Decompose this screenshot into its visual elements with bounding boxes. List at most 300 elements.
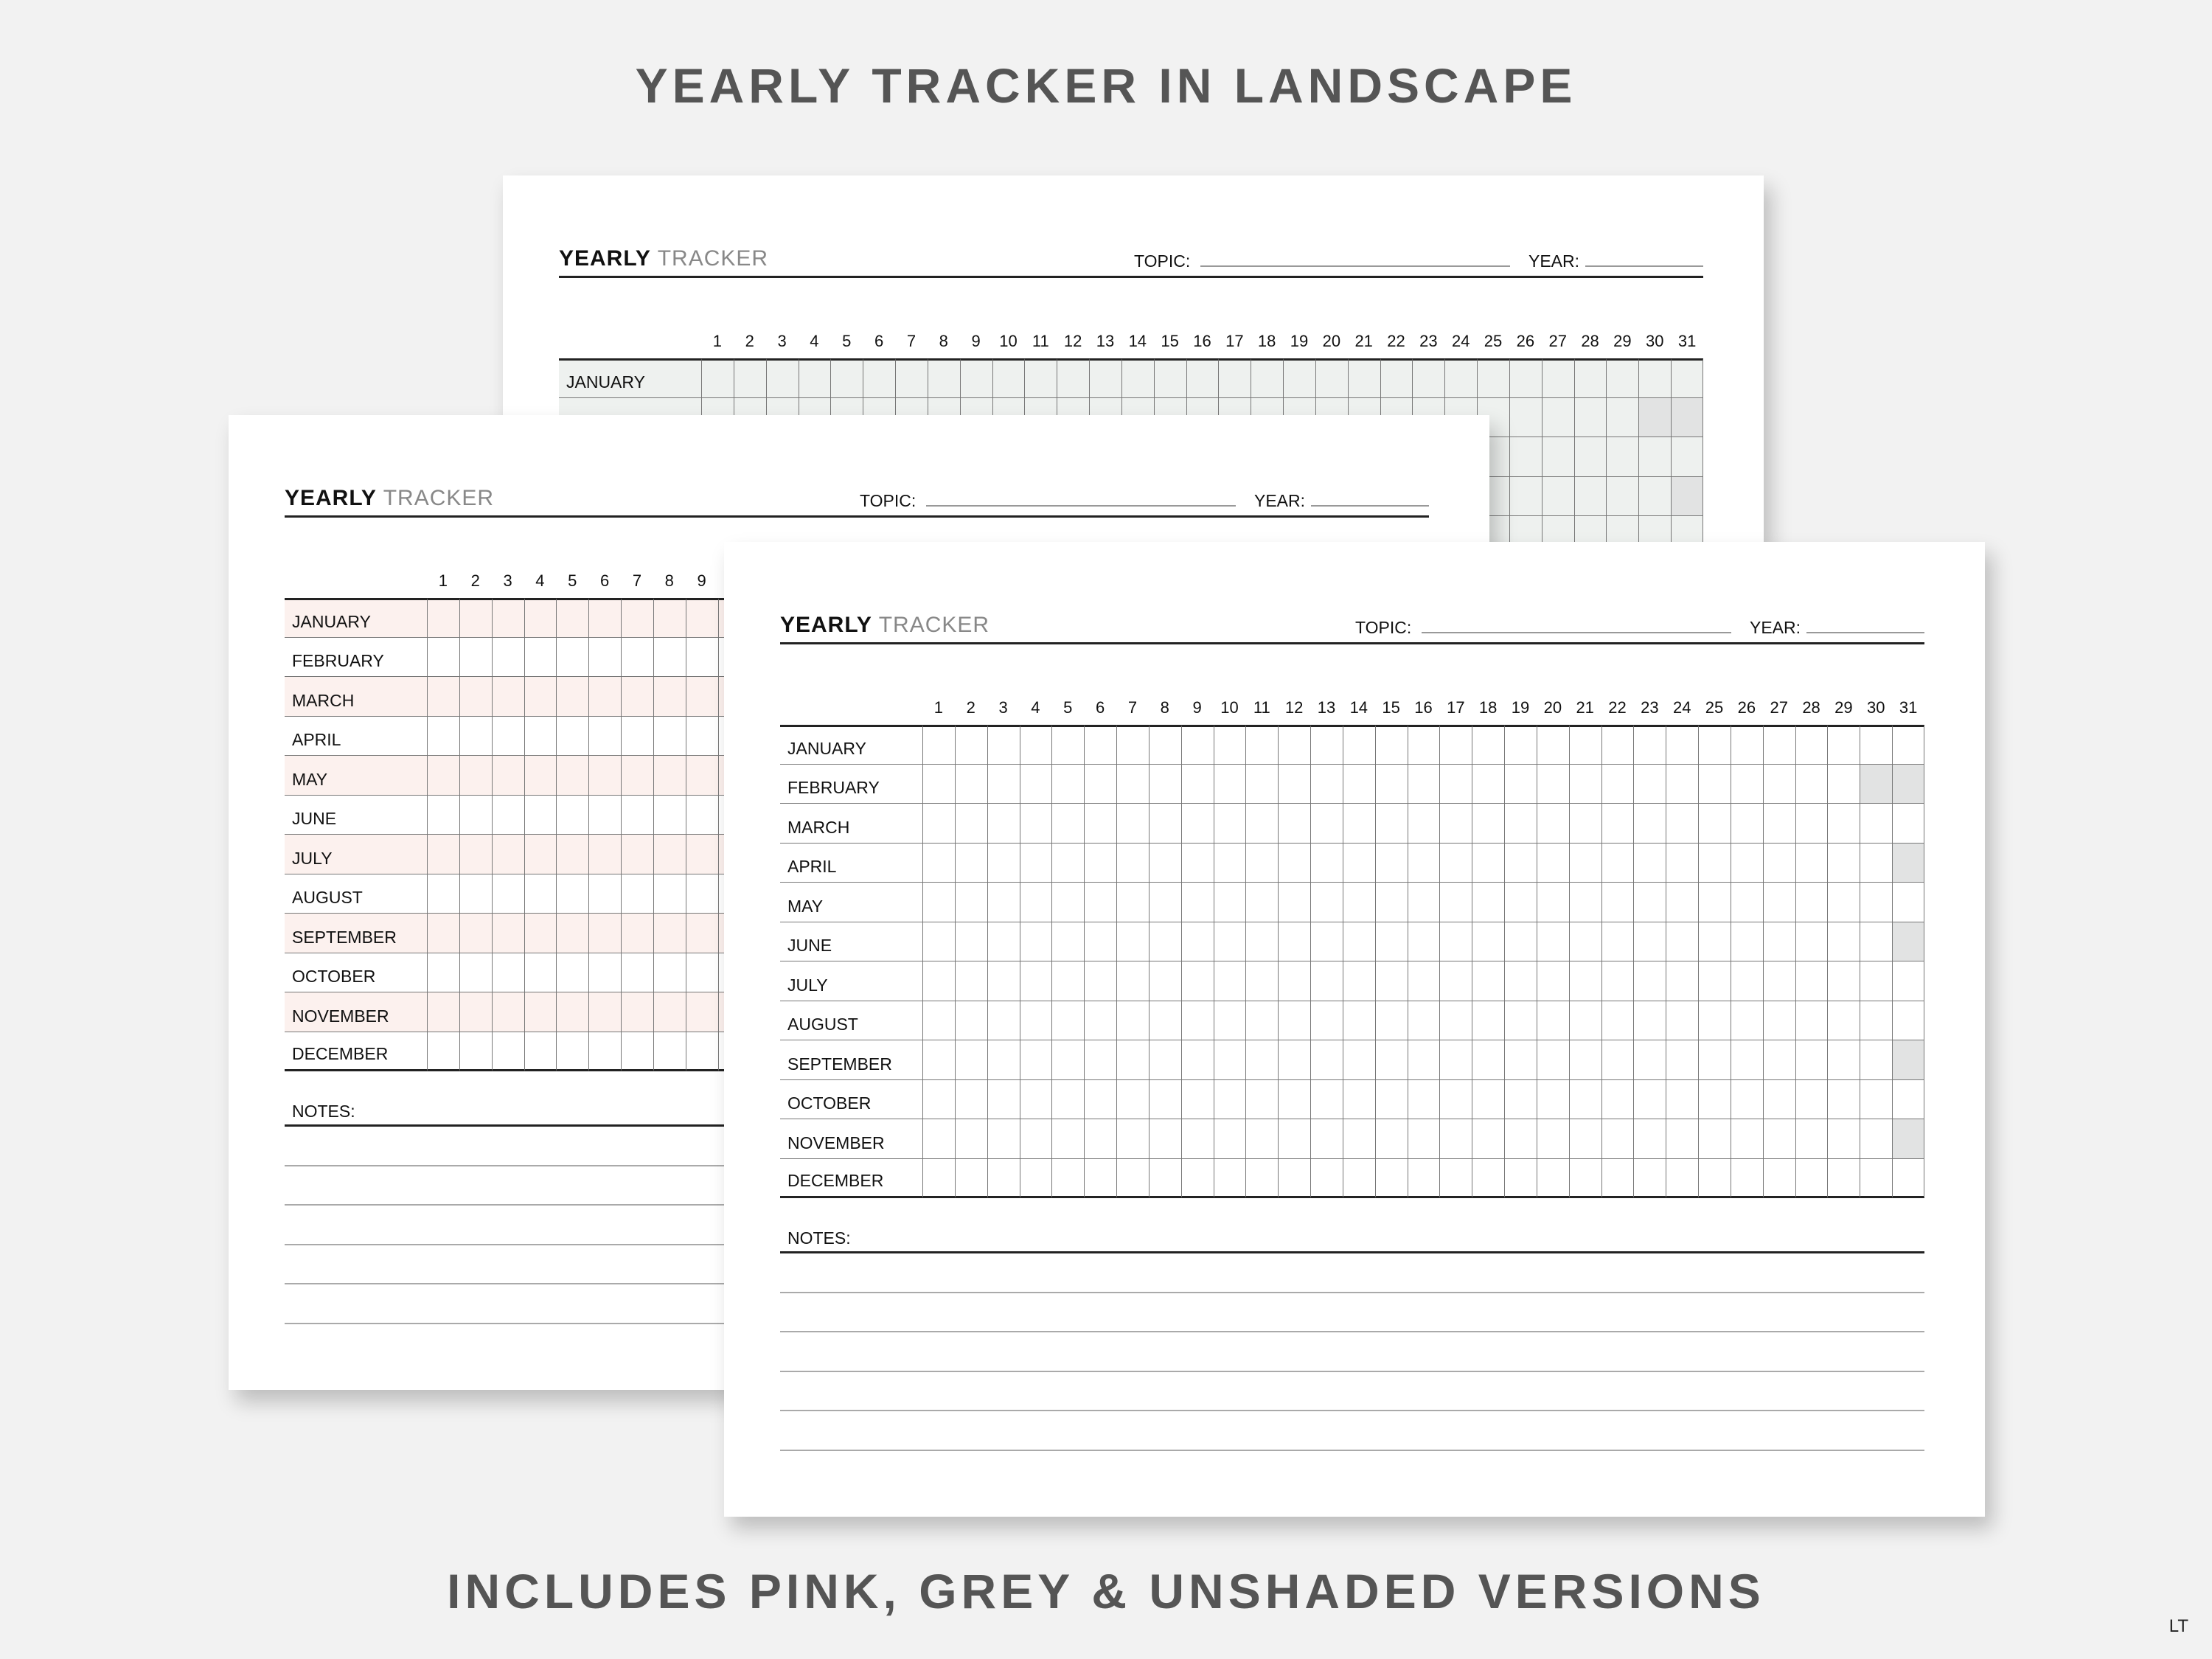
day-cell [556,1032,588,1072]
day-cell [1504,1119,1537,1159]
day-cell [1245,725,1278,765]
day-cell [1671,516,1703,544]
day-cell [1860,922,1892,962]
day-cell [922,1159,955,1199]
day-cell [1638,398,1671,438]
day-header: 4 [1031,698,1040,717]
day-cell [1343,844,1375,883]
day-header: 24 [1672,698,1691,717]
day-cell [955,922,987,962]
day-cell [1537,1040,1569,1080]
day-cell [1633,1159,1666,1199]
day-cell [1214,922,1246,962]
day-cell [556,874,588,914]
day-cell [1149,1159,1181,1199]
day-cell [1444,358,1477,398]
day-cell [588,914,621,953]
day-cell [1278,1001,1310,1041]
day-cell [1375,883,1408,922]
day-cell [1509,516,1542,544]
day-cell [1439,1040,1472,1080]
day-header: 31 [1677,332,1697,350]
day-cell [1343,922,1375,962]
day-cell [1763,961,1795,1001]
day-cell [1731,1159,1763,1199]
day-cell [1084,883,1116,922]
day-cell [686,756,718,796]
day-cell [1051,804,1084,844]
month-label: NOVEMBER [780,1119,922,1159]
day-cell [1245,1040,1278,1080]
day-cell [1666,1080,1698,1120]
day-cell [987,765,1020,804]
day-cell [1542,398,1574,438]
note-line [780,1411,1924,1451]
day-cell [1181,765,1214,804]
day-cell [1051,1040,1084,1080]
day-header: 16 [1414,698,1433,717]
day-cell [1051,844,1084,883]
day-header: 3 [777,332,787,350]
day-header: 22 [1608,698,1627,717]
day-cell [1574,398,1607,438]
day-cell [459,835,492,874]
day-header: 26 [1516,332,1535,350]
day-cell [1569,765,1601,804]
day-cell [1763,1080,1795,1120]
day-cell [1408,1119,1440,1159]
day-cell [1214,1040,1246,1080]
day-cell [653,598,686,638]
day-cell [621,914,653,953]
day-cell [1860,725,1892,765]
day-cell [556,677,588,717]
day-header: 28 [1802,698,1820,717]
day-cell [1149,1080,1181,1120]
day-cell [427,638,459,678]
day-cell [1116,1159,1149,1199]
day-cell [459,1032,492,1072]
day-cell [1214,765,1246,804]
day-cell [1278,1080,1310,1120]
day-cell [459,914,492,953]
day-cell [427,717,459,757]
day-cell [1121,358,1154,398]
day-cell [653,717,686,757]
day-header: 10 [1220,698,1239,717]
day-cell [524,914,557,953]
day-cell [427,914,459,953]
day-cell [1181,1040,1214,1080]
month-label: FEBRUARY [780,765,922,804]
day-header: 12 [1063,332,1082,350]
day-cell [1343,883,1375,922]
day-cell [1731,1001,1763,1041]
day-cell [427,756,459,796]
day-cell [1731,1080,1763,1120]
day-cell [1343,1040,1375,1080]
day-cell [895,358,928,398]
day-cell [1472,922,1504,962]
day-cell [686,992,718,1032]
day-cell [1860,1119,1892,1159]
day-cell [922,1080,955,1120]
day-cell [1827,1001,1860,1041]
day-header: 18 [1478,698,1498,717]
day-cell [1763,922,1795,962]
month-label: JANUARY [780,725,922,765]
day-cell [492,638,524,678]
day-cell [955,1001,987,1041]
day-cell [1795,1040,1828,1080]
day-header: 26 [1737,698,1756,717]
day-cell [1020,725,1052,765]
day-cell [1731,725,1763,765]
day-cell [1408,725,1440,765]
day-cell [1795,1080,1828,1120]
day-cell [1860,844,1892,883]
day-cell [556,992,588,1032]
day-cell [588,598,621,638]
month-label: JUNE [285,796,427,835]
day-header: 9 [971,332,981,350]
day-cell [922,961,955,1001]
day-header: 21 [1576,698,1594,717]
day-cell [492,953,524,993]
day-cell [1020,1001,1052,1041]
day-cell [1278,1040,1310,1080]
day-cell [492,796,524,835]
day-cell [1698,1119,1731,1159]
day-cell [1601,1001,1634,1041]
day-cell [955,804,987,844]
day-cell [1181,1080,1214,1120]
month-label: NOVEMBER [285,992,427,1032]
day-cell [1574,358,1607,398]
day-cell [1763,765,1795,804]
day-cell [1795,1119,1828,1159]
day-cell [987,1001,1020,1041]
day-cell [1218,358,1251,398]
day-cell [922,1119,955,1159]
day-cell [1116,1119,1149,1159]
day-cell [1892,961,1924,1001]
day-cell [922,765,955,804]
day-cell [492,717,524,757]
day-cell [1375,922,1408,962]
day-cell [1666,725,1698,765]
day-cell [1698,1159,1731,1199]
day-cell [1601,961,1634,1001]
day-cell [524,598,557,638]
day-cell [1408,961,1440,1001]
day-cell [459,756,492,796]
day-cell [1472,1080,1504,1120]
day-cell [1892,1119,1924,1159]
day-cell [524,1032,557,1072]
day-cell [556,717,588,757]
day-cell [1214,883,1246,922]
day-cell [1245,765,1278,804]
day-cell [653,638,686,678]
day-cell [1504,804,1537,844]
day-cell [1408,1040,1440,1080]
day-cell [1537,1080,1569,1120]
day-cell [1214,804,1246,844]
day-cell [1472,1040,1504,1080]
month-label: MAY [780,883,922,922]
day-cell [1343,1119,1375,1159]
day-cell [1795,765,1828,804]
day-cell [1638,477,1671,517]
day-cell [1214,1159,1246,1199]
day-cell [427,1032,459,1072]
topic-line [1200,265,1510,267]
day-cell [1860,1080,1892,1120]
day-cell [1638,358,1671,398]
day-cell [1698,1080,1731,1120]
day-cell [1666,1159,1698,1199]
day-header: 28 [1581,332,1599,350]
day-cell [1795,804,1828,844]
day-cell [1439,1119,1472,1159]
day-cell [960,358,992,398]
day-header: 17 [1447,698,1465,717]
day-header: 2 [470,571,480,590]
day-cell [1408,1159,1440,1199]
day-cell [1020,844,1052,883]
day-cell [955,1040,987,1080]
title-bold: YEARLY [285,486,377,510]
day-cell [1537,1119,1569,1159]
day-cell [1763,1001,1795,1041]
day-cell [1472,1159,1504,1199]
day-cell [1698,804,1731,844]
year-label: YEAR: [1254,491,1306,510]
day-cell [1245,1159,1278,1199]
day-cell [1084,725,1116,765]
day-cell [1569,1080,1601,1120]
day-cell [621,756,653,796]
day-cell [1731,1119,1763,1159]
day-cell [1375,1040,1408,1080]
day-cell [621,1032,653,1072]
month-label: OCTOBER [780,1080,922,1120]
day-cell [1633,883,1666,922]
day-cell [1051,883,1084,922]
day-cell [686,598,718,638]
month-label: MAY [285,756,427,796]
day-cell [1051,725,1084,765]
month-label: JUNE [780,922,922,962]
day-cell [459,796,492,835]
day-cell [1181,922,1214,962]
day-cell [588,638,621,678]
day-cell [1537,922,1569,962]
day-header: 1 [712,332,723,350]
month-label: APRIL [285,717,427,757]
sheet-title [285,486,494,511]
day-cell [1606,516,1638,544]
day-header: 6 [874,332,884,350]
day-header: 8 [664,571,674,590]
day-cell [1671,477,1703,517]
day-header: 5 [842,332,852,350]
topic-label: TOPIC: [1134,251,1191,271]
day-cell [427,677,459,717]
day-cell [1214,725,1246,765]
day-cell [1666,804,1698,844]
day-cell [686,638,718,678]
day-cell [653,1032,686,1072]
day-cell [1892,844,1924,883]
day-header: 25 [1705,698,1724,717]
day-cell [556,638,588,678]
day-cell [556,953,588,993]
day-cell [1827,844,1860,883]
day-cell [1542,437,1574,477]
day-cell [922,804,955,844]
day-cell [1181,883,1214,922]
year-line [1806,632,1924,633]
day-cell [1633,961,1666,1001]
day-header: 7 [1127,698,1138,717]
day-cell [1375,1159,1408,1199]
day-cell [1537,844,1569,883]
day-cell [1827,1080,1860,1120]
tracker-grid [780,689,1924,1198]
day-header: 14 [1349,698,1368,717]
sheet-title [559,246,768,271]
day-cell [1601,1159,1634,1199]
day-header: 29 [1613,332,1632,350]
day-cell [1020,922,1052,962]
day-cell [1149,765,1181,804]
day-cell [1343,804,1375,844]
day-cell [1278,804,1310,844]
day-cell [1601,844,1634,883]
day-cell [1245,804,1278,844]
day-cell [686,717,718,757]
day-cell [1569,1040,1601,1080]
day-cell [621,638,653,678]
day-cell [1245,844,1278,883]
day-cell [686,677,718,717]
day-cell [1731,804,1763,844]
day-cell [1763,1040,1795,1080]
day-cell [1278,961,1310,1001]
day-cell [1860,804,1892,844]
day-cell [992,358,1025,398]
day-cell [1537,961,1569,1001]
day-cell [524,835,557,874]
day-cell [588,1032,621,1072]
day-cell [1537,765,1569,804]
day-cell [1343,1159,1375,1199]
day-cell [1310,883,1343,922]
day-cell [955,844,987,883]
day-cell [1315,358,1348,398]
day-cell [492,756,524,796]
day-cell [1633,725,1666,765]
day-cell [1439,765,1472,804]
day-cell [653,874,686,914]
day-header: 29 [1834,698,1853,717]
day-cell [1698,765,1731,804]
day-cell [1671,437,1703,477]
month-label: DECEMBER [285,1032,427,1072]
day-cell [1827,1119,1860,1159]
day-cell [1574,516,1607,544]
month-label: JANUARY [285,598,427,638]
day-cell [427,835,459,874]
day-cell [653,914,686,953]
day-cell [588,796,621,835]
day-header: 19 [1290,332,1309,350]
day-cell [1666,1119,1698,1159]
day-cell [1310,804,1343,844]
day-cell [1020,1159,1052,1199]
day-cell [922,922,955,962]
day-cell [1827,1159,1860,1199]
day-cell [1439,844,1472,883]
day-cell [1348,358,1380,398]
month-label: FEBRUARY [285,638,427,678]
day-cell [922,1001,955,1041]
day-cell [1116,844,1149,883]
day-cell [1731,922,1763,962]
day-cell [588,717,621,757]
day-cell [588,756,621,796]
day-cell [1245,1001,1278,1041]
day-cell [1051,765,1084,804]
day-cell [987,804,1020,844]
day-cell [1763,725,1795,765]
month-label: MARCH [285,677,427,717]
day-cell [1024,358,1057,398]
day-cell [1892,725,1924,765]
day-cell [955,1080,987,1120]
day-cell [1116,725,1149,765]
day-header: 15 [1382,698,1400,717]
day-cell [1827,1040,1860,1080]
day-cell [1472,1001,1504,1041]
day-cell [1574,437,1607,477]
day-cell [955,725,987,765]
day-cell [1084,1119,1116,1159]
day-cell [1601,922,1634,962]
day-cell [1892,1001,1924,1041]
day-header: 27 [1770,698,1788,717]
day-cell [1278,1119,1310,1159]
day-cell [1477,358,1509,398]
day-cell [1892,804,1924,844]
note-line [780,1253,1924,1293]
day-cell [955,961,987,1001]
day-cell [427,953,459,993]
day-cell [987,725,1020,765]
day-cell [1795,883,1828,922]
day-cell [1504,883,1537,922]
day-header: 19 [1511,698,1530,717]
day-cell [653,756,686,796]
day-header: 8 [939,332,948,350]
day-header: 6 [599,571,610,590]
day-cell [987,1040,1020,1080]
day-cell [922,725,955,765]
day-cell [1504,1001,1537,1041]
day-cell [621,992,653,1032]
